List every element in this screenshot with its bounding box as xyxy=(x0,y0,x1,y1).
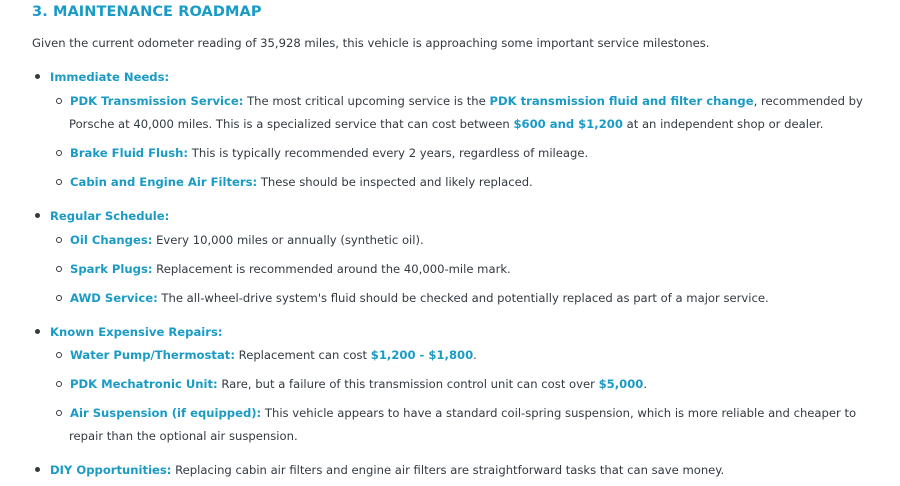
sublist-item-water-pump: Water Pump/Thermostat: Replacement can cost $1,200 - $1,800. xyxy=(56,348,477,362)
bullet-icon xyxy=(56,237,62,243)
sublist-item-air-suspension: Air Suspension (if equipped): This vehicle appears to have a standard coil-spring suspension, which is more reliable and cheaper to xyxy=(56,406,856,420)
bullet-icon xyxy=(56,352,62,358)
bullet-icon xyxy=(56,381,62,387)
sublist-item-pdk: PDK Transmission Service: The most critical upcoming service is the PDK transmission fluid and filter change, recommended by xyxy=(56,94,863,108)
list-item-immediate xyxy=(35,70,169,84)
bullet-icon xyxy=(56,150,62,156)
heading-immediate: Immediate Needs: xyxy=(50,70,170,84)
intro-paragraph: Given the current odometer reading of 35,928 miles, this vehicle is approaching some important service milestones. xyxy=(32,36,710,50)
bullet-icon xyxy=(35,329,40,334)
list-item-regular xyxy=(35,209,169,223)
bullet-icon xyxy=(56,266,62,272)
sublist-item-awd: AWD Service: The all-wheel-drive system's fluid should be checked and potentially replaced as part of a major service. xyxy=(56,291,769,305)
bullet-icon xyxy=(56,179,62,185)
bullet-icon xyxy=(56,98,62,104)
sublist-item-oil: Oil Changes: Every 10,000 miles or annually (synthetic oil). xyxy=(56,233,424,247)
section-title: 3. MAINTENANCE ROADMAP xyxy=(32,4,262,20)
list-item-diy: DIY Opportunities: Replacing cabin air filters and engine air filters are straightforward tasks that can save money. xyxy=(35,463,724,477)
sublist-item-filters: Cabin and Engine Air Filters: These should be inspected and likely replaced. xyxy=(56,175,533,189)
heading-regular: Regular Schedule: xyxy=(50,209,170,223)
sublist-item-spark: Spark Plugs: Replacement is recommended around the 40,000-mile mark. xyxy=(56,262,511,276)
bullet-icon xyxy=(35,213,40,218)
sublist-item-air-suspension-continuation: repair than the optional air suspension. xyxy=(69,429,298,443)
bullet-icon xyxy=(56,295,62,301)
list-item-expensive xyxy=(35,325,223,339)
bullet-icon xyxy=(35,74,40,79)
heading-expensive: Known Expensive Repairs: xyxy=(50,325,223,339)
sublist-item-mechatronic: PDK Mechatronic Unit: Rare, but a failure of this transmission control unit can cost over $5,000. xyxy=(56,377,647,391)
sublist-item-pdk-continuation: Porsche at 40,000 miles. This is a specialized service that can cost between $600 and $1,200 at an independent shop or dealer. xyxy=(69,117,824,131)
bullet-icon xyxy=(35,467,40,472)
bullet-icon xyxy=(56,410,62,416)
sublist-item-brake: Brake Fluid Flush: This is typically recommended every 2 years, regardless of mileage. xyxy=(56,146,588,160)
